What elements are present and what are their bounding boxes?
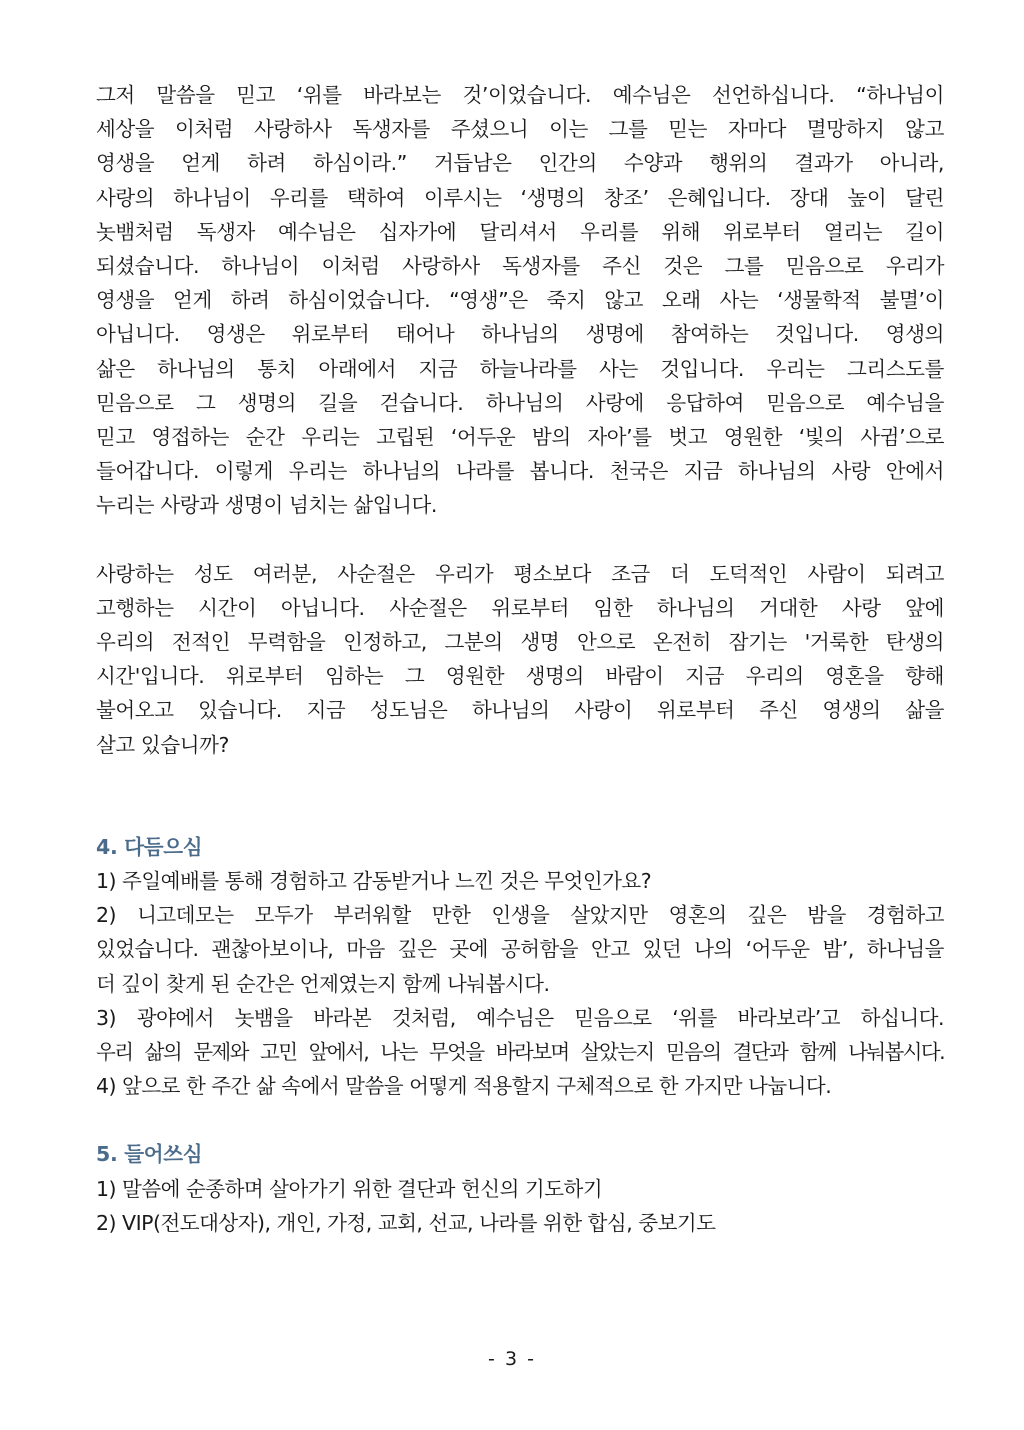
question-line: 2) 니고데모는 모두가 부러워할 만한 인생을 살았지만 영혼의 깊은 밤을 경험하고 xyxy=(96,903,944,928)
text-line: 아닙니다. 영생은 위로부터 태어나 하나님의 생명에 참여하는 것입니다. 영생의 xyxy=(96,322,944,347)
page-number: - 3 - xyxy=(488,1348,536,1370)
question-item-4 xyxy=(96,1069,944,1103)
text-line: 놋뱀처럼 독생자 예수님은 십자가에 달리셔서 우리를 위해 위로부터 열리는 길이 xyxy=(96,219,944,244)
text-line: 사랑하는 성도 여러분, 사순절은 우리가 평소보다 조금 더 도덕적인 사람이 되려고 xyxy=(96,561,944,586)
prayer-item-2 xyxy=(96,1206,944,1240)
prayer-line: 2) VIP(전도대상자), 개인, 가정, 교회, 선교, 나라를 위한 합심, 중보기도 xyxy=(96,1210,716,1235)
text-line: 고행하는 시간이 아닙니다. 사순절은 위로부터 임한 하나님의 거대한 사랑 앞에 xyxy=(96,595,944,620)
text-line: 세상을 이처럼 사랑하사 독생자를 주셨으니 이는 그를 믿는 자마다 멸망하지 않고 xyxy=(96,117,944,142)
text-line: 믿음으로 그 생명의 길을 걷습니다. 하나님의 사랑에 응답하여 믿음으로 예수님을 xyxy=(96,390,944,415)
question-line: 우리 삶의 문제와 고민 앞에서, 나는 무엇을 바라보며 살았는지 믿음의 결단과 함께 나눠봅시다. xyxy=(96,1040,944,1065)
body-paragraph-1 xyxy=(96,78,944,523)
text-line: 사랑의 하나님이 우리를 택하여 이루시는 ‘생명의 창조’ 은혜입니다. 장대 높이 달린 xyxy=(96,185,944,210)
text-line: 되셨습니다. 하나님이 이처럼 사랑하사 독생자를 주신 것은 그를 믿음으로 우리가 xyxy=(96,254,944,279)
question-line: 4) 앞으로 한 주간 삶 속에서 말씀을 어떻게 적용할지 구체적으로 한 가지만 나눕니다. xyxy=(96,1074,832,1099)
text-line: 우리의 전적인 무력함을 인정하고, 그분의 생명 안으로 온전히 잠기는 '거룩한 탄생의 xyxy=(96,630,944,655)
question-line: 있었습니다. 괜찮아보이나, 마음 깊은 곳에 공허함을 안고 있던 나의 ‘어두운 밤’, 하나님을 xyxy=(96,937,944,962)
section-heading-5: 5. 들어쓰심 xyxy=(96,1142,203,1167)
text-line: 믿고 영접하는 순간 우리는 고립된 ‘어두운 밤의 자아’를 벗고 영원한 ‘빛의 사귐’으로 xyxy=(96,425,944,450)
question-item-3 xyxy=(96,1001,944,1069)
question-line: 더 깊이 찾게 된 순간은 언제였는지 함께 나눠봅시다. xyxy=(96,971,550,996)
text-line: 그저 말씀을 믿고 ‘위를 바라보는 것’이었습니다. 예수님은 선언하십니다. “하나님이 xyxy=(96,83,944,107)
text-line: 누리는 사랑과 생명이 넘치는 삶입니다. xyxy=(96,493,438,518)
text-line: 영생을 얻게 하려 하심이라.” 거듭남은 인간의 수양과 행위의 결과가 아니라, xyxy=(96,151,944,176)
question-line: 1) 주일예배를 통해 경험하고 감동받거나 느낀 것은 무엇인가요? xyxy=(96,869,652,894)
text-line: 들어갑니다. 이렇게 우리는 하나님의 나라를 봅니다. 천국은 지금 하나님의 사랑 안에서 xyxy=(96,459,944,484)
text-line: 시간'입니다. 위로부터 임하는 그 영원한 생명의 바람이 지금 우리의 영혼을 향해 xyxy=(96,664,944,689)
question-item-1 xyxy=(96,864,944,898)
question-item-2 xyxy=(96,898,944,1001)
section-heading-4: 4. 다듬으심 xyxy=(96,834,203,859)
text-line: 삶은 하나님의 통치 아래에서 지금 하늘나라를 사는 것입니다. 우리는 그리스도를 xyxy=(96,356,944,381)
prayer-item-1 xyxy=(96,1172,944,1206)
text-line: 살고 있습니까? xyxy=(96,732,230,757)
question-line: 3) 광야에서 놋뱀을 바라본 것처럼, 예수님은 믿음으로 ‘위를 바라보라’고 하십니다. xyxy=(96,1005,944,1030)
prayer-line: 1) 말씀에 순종하며 살아가기 위한 결단과 헌신의 기도하기 xyxy=(96,1176,603,1201)
document-page xyxy=(96,78,944,1240)
text-line: 불어오고 있습니다. 지금 성도님은 하나님의 사랑이 위로부터 주신 영생의 삶을 xyxy=(96,698,944,723)
body-paragraph-2 xyxy=(96,557,944,762)
text-line: 영생을 얻게 하려 하심이었습니다. “영생”은 죽지 않고 오래 사는 ‘생물학적 불멸’이 xyxy=(96,288,944,313)
